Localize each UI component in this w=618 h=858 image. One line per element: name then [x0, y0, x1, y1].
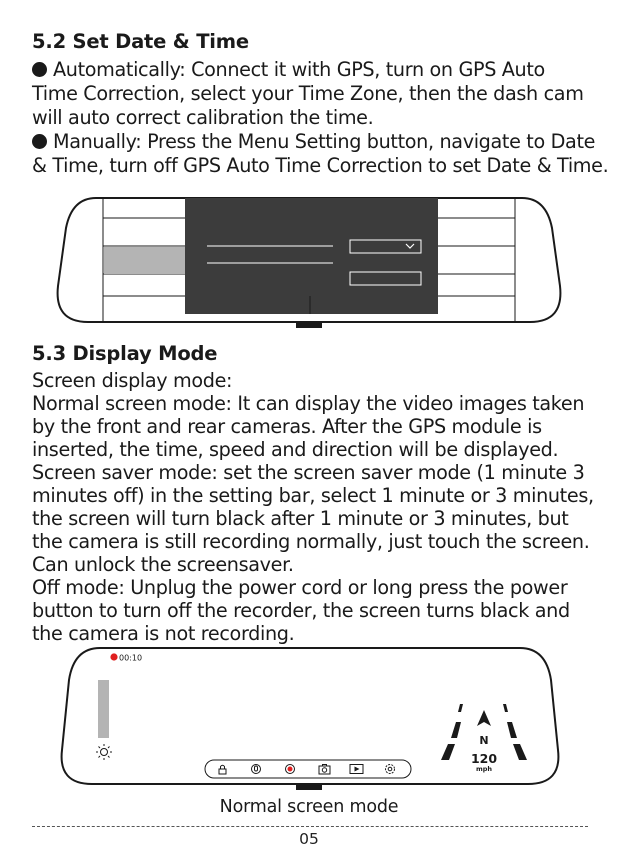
- footer-divider: [32, 826, 588, 827]
- paragraph-line: Normal screen mode: It can display the video images taken: [32, 392, 585, 415]
- date-time-menu-illustration: [0, 188, 618, 338]
- paragraph-line: Off mode: Unplug the power cord or long press the power: [32, 576, 568, 599]
- bullet-icon: [32, 134, 47, 149]
- section-heading-display-mode: 5.3 Display Mode: [32, 342, 218, 365]
- paragraph-line: Manually: Press the Menu Setting button, navigate to Date: [32, 130, 595, 154]
- speed-value: 120: [470, 751, 498, 766]
- page-number: 05: [299, 830, 319, 848]
- bullet-icon: [32, 62, 47, 77]
- compass-heading: N: [479, 734, 489, 747]
- paragraph-line: Time Correction, select your Time Zone, then the dash cam: [32, 82, 584, 105]
- paragraph-line: & Time, turn off GPS Auto Time Correction to set Date & Time.: [32, 154, 609, 177]
- paragraph-line: the screen will turn black after 1 minute or 3 minutes, but: [32, 507, 569, 530]
- paragraph-line: will auto correct calibration the time.: [32, 106, 374, 129]
- paragraph-line: Can unlock the screensaver.: [32, 553, 294, 576]
- section-heading-date-time: 5.2 Set Date & Time: [32, 30, 249, 53]
- control-toolbar: [205, 760, 411, 778]
- normal-screen-illustration: [0, 640, 618, 800]
- speed-unit: mph: [475, 765, 493, 773]
- paragraph-line: by the front and rear cameras. After the GPS module is: [32, 415, 542, 438]
- record-indicator-icon: [110, 653, 117, 660]
- paragraph-line: the camera is not recording.: [32, 622, 295, 645]
- paragraph-line: minutes off) in the setting bar, select 1 minute or 3 minutes,: [32, 484, 594, 507]
- brightness-bar: [98, 680, 109, 738]
- paragraph-line: Screen saver mode: set the screen saver mode (1 minute 3: [32, 461, 585, 484]
- figure-caption: Normal screen mode: [219, 797, 399, 817]
- paragraph-line: button to turn off the recorder, the screen turns black and: [32, 599, 570, 622]
- paragraph-line: Screen display mode:: [32, 369, 233, 392]
- paragraph-line: Automatically: Connect it with GPS, turn on GPS Auto: [32, 58, 545, 82]
- paragraph-line: inserted, the time, speed and direction will be displayed.: [32, 438, 559, 461]
- rec-time: 00:10: [119, 653, 143, 663]
- paragraph-line: the camera is still recording normally, just touch the screen.: [32, 530, 590, 553]
